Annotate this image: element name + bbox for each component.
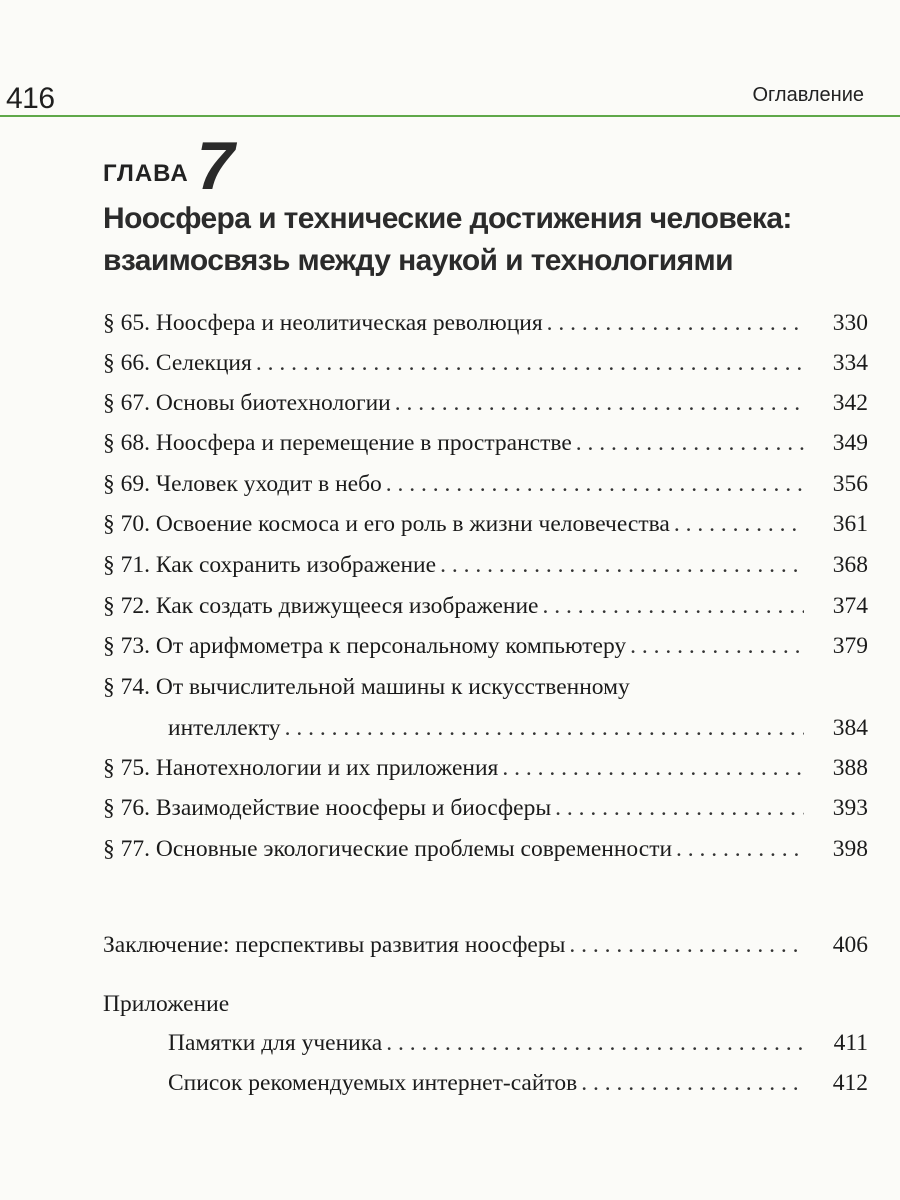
- leader-dots: [547, 304, 804, 342]
- toc-entry-75[interactable]: [103, 749, 868, 787]
- page-number: 416: [6, 82, 55, 115]
- chapter-title-line1: Ноосфера и технические достижения человека:: [103, 202, 792, 235]
- toc-entry-65[interactable]: [103, 304, 868, 342]
- toc-entry-appendix-sites[interactable]: [168, 1064, 868, 1102]
- toc-entry-72[interactable]: [103, 587, 868, 625]
- toc-entry-page: 368: [832, 552, 868, 578]
- toc-entry-74[interactable]: [168, 709, 868, 747]
- toc-entry-69[interactable]: [103, 465, 868, 503]
- toc-entry-label: Заключение: перспективы развития ноосферы: [103, 932, 566, 958]
- toc-entry-label: § 75. Нанотехнологии и их приложения: [103, 755, 499, 781]
- toc-entry-label: § 67. Основы биотехнологии: [103, 390, 391, 416]
- toc-entry-label: § 68. Ноосфера и перемещение в пространстве: [103, 430, 572, 456]
- leader-dots: [674, 505, 804, 543]
- leader-dots: [440, 546, 804, 584]
- toc-entry-66[interactable]: [103, 344, 868, 382]
- leader-dots: [386, 1024, 804, 1062]
- leader-dots: [576, 424, 804, 462]
- toc-entry-label: § 65. Ноосфера и неолитическая революция: [103, 310, 543, 336]
- leader-dots: [256, 344, 804, 382]
- toc-entry-label: интеллекту: [168, 715, 281, 741]
- toc-entry-page: 393: [832, 795, 868, 821]
- chapter-label: ГЛАВА: [103, 160, 189, 187]
- leader-dots: [502, 749, 804, 787]
- chapter-title-line2: взаимосвязь между наукой и технологиями: [103, 244, 733, 277]
- toc-entry-page: 374: [832, 593, 868, 619]
- toc-entry-71[interactable]: [103, 546, 868, 584]
- toc-entry-page: 334: [832, 350, 868, 376]
- toc-entry-label: Список рекомендуемых интернет-сайтов: [168, 1070, 578, 1096]
- toc-entry-page: 398: [832, 836, 868, 862]
- toc-entry-label: Памятки для ученика: [168, 1030, 383, 1056]
- toc-entry-76[interactable]: [103, 789, 868, 827]
- toc-entry-page: 342: [832, 390, 868, 416]
- toc-entry-74-first-line[interactable]: § 74. От вычислительной машины к искусственному: [103, 674, 630, 700]
- toc-entry-70[interactable]: [103, 505, 868, 543]
- toc-entry-page: 412: [832, 1070, 868, 1096]
- toc-entry-appendix-memo[interactable]: [168, 1024, 868, 1062]
- toc-entry-page: 349: [832, 430, 868, 456]
- toc-entry-67[interactable]: [103, 384, 868, 422]
- leader-dots: [555, 789, 804, 827]
- toc-entry-conclusion[interactable]: [103, 926, 868, 964]
- toc-entry-77[interactable]: [103, 830, 868, 868]
- toc-entry-page: 361: [832, 511, 868, 537]
- leader-dots: [285, 709, 804, 747]
- toc-entry-label: § 77. Основные экологические проблемы современности: [103, 836, 673, 862]
- toc-entry-73[interactable]: [103, 627, 868, 665]
- toc-entry-label: § 76. Взаимодействие ноосферы и биосферы: [103, 795, 552, 821]
- toc-entry-label: § 70. Освоение космоса и его роль в жизни человечества: [103, 511, 670, 537]
- toc-entry-page: 384: [832, 715, 868, 741]
- toc-entry-page: 388: [832, 755, 868, 781]
- toc-entry-page: 411: [833, 1030, 868, 1056]
- toc-entry-68[interactable]: [103, 424, 868, 462]
- toc-entry-page: 330: [832, 310, 868, 336]
- leader-dots: [676, 830, 804, 868]
- toc-entry-page: 406: [832, 932, 868, 958]
- leader-dots: [630, 627, 804, 665]
- leader-dots: [395, 384, 804, 422]
- toc-entry-label: § 69. Человек уходит в небо: [103, 471, 382, 497]
- running-title: Оглавление: [752, 84, 864, 106]
- toc-entry-label: § 66. Селекция: [103, 350, 252, 376]
- toc-entry-appendix[interactable]: Приложение: [103, 991, 230, 1017]
- leader-dots: [542, 587, 804, 625]
- toc-entry-label: § 73. От арифмометра к персональному компьютеру: [103, 633, 627, 659]
- chapter-number: 7: [196, 128, 235, 204]
- leader-dots: [386, 465, 804, 503]
- toc-entry-page: 356: [832, 471, 868, 497]
- leader-dots: [581, 1064, 804, 1102]
- toc-entry-label: § 71. Как сохранить изображение: [103, 552, 437, 578]
- leader-dots: [569, 926, 804, 964]
- toc-entry-label: § 72. Как создать движущееся изображение: [103, 593, 539, 619]
- toc-entry-page: 379: [832, 633, 868, 659]
